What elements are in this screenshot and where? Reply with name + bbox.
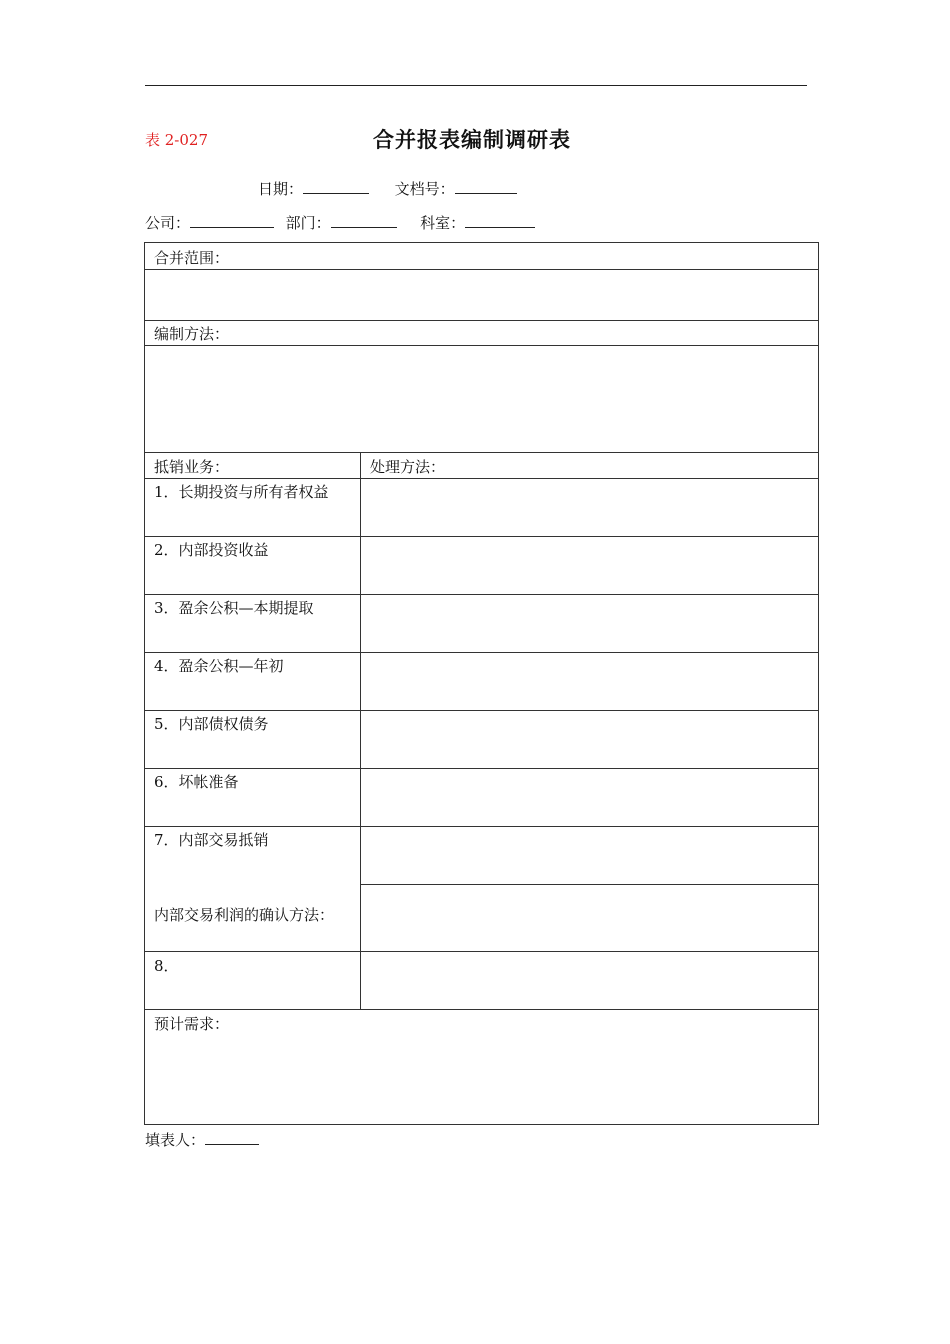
offset-item-1: 1．长期投资与所有者权益 <box>154 483 329 501</box>
offset-item-8: 8． <box>154 957 179 975</box>
survey-table <box>144 242 819 1125</box>
offset-header: 抵销业务： <box>154 458 230 476</box>
column-divider <box>360 452 361 1009</box>
expected-needs-label: 预计需求： <box>154 1015 230 1033</box>
company-label: 公司： <box>145 214 191 232</box>
top-rule <box>145 85 807 86</box>
row-line <box>145 536 818 537</box>
doc-no-label: 文档号： <box>394 180 455 198</box>
row-line <box>145 478 818 479</box>
company-field[interactable] <box>190 213 274 228</box>
section-label: 科室： <box>420 214 466 232</box>
meta-row-date <box>258 178 517 199</box>
profit-method-label: 内部交易利润的确认方法： <box>154 906 335 924</box>
row-line <box>145 826 818 827</box>
date-field[interactable] <box>303 179 369 194</box>
treatment-header: 处理方法： <box>370 458 446 476</box>
section-field[interactable] <box>465 213 535 228</box>
row-line <box>145 710 818 711</box>
row-line <box>145 320 818 321</box>
row-line <box>145 345 818 346</box>
department-field[interactable] <box>331 213 397 228</box>
doc-no-field[interactable] <box>455 179 517 194</box>
row-line-partial <box>360 884 818 885</box>
offset-item-5: 5．内部债权债务 <box>154 715 269 733</box>
row-line <box>145 594 818 595</box>
filler-field[interactable] <box>205 1130 259 1145</box>
row-line <box>145 452 818 453</box>
offset-item-2: 2．内部投资收益 <box>154 541 269 559</box>
offset-item-7: 7．内部交易抵销 <box>154 831 269 849</box>
method-label: 编制方法： <box>154 325 230 343</box>
date-label: 日期： <box>258 180 304 198</box>
filler-label: 填表人： <box>145 1131 206 1149</box>
offset-item-6: 6．坏帐准备 <box>154 773 239 791</box>
offset-item-3: 3．盈余公积—本期提取 <box>154 599 314 617</box>
department-label: 部门： <box>285 214 331 232</box>
row-line <box>145 1009 818 1010</box>
filler-row <box>145 1129 259 1150</box>
row-line <box>145 951 818 952</box>
offset-item-4: 4．盈余公积—年初 <box>154 657 284 675</box>
row-line <box>145 768 818 769</box>
meta-row-org <box>145 212 535 233</box>
form-code: 表 2-027 <box>145 131 209 149</box>
row-line <box>145 652 818 653</box>
row-line <box>145 269 818 270</box>
document-title: 合并报表编制调研表 <box>373 128 571 152</box>
scope-label: 合并范围： <box>154 249 230 267</box>
